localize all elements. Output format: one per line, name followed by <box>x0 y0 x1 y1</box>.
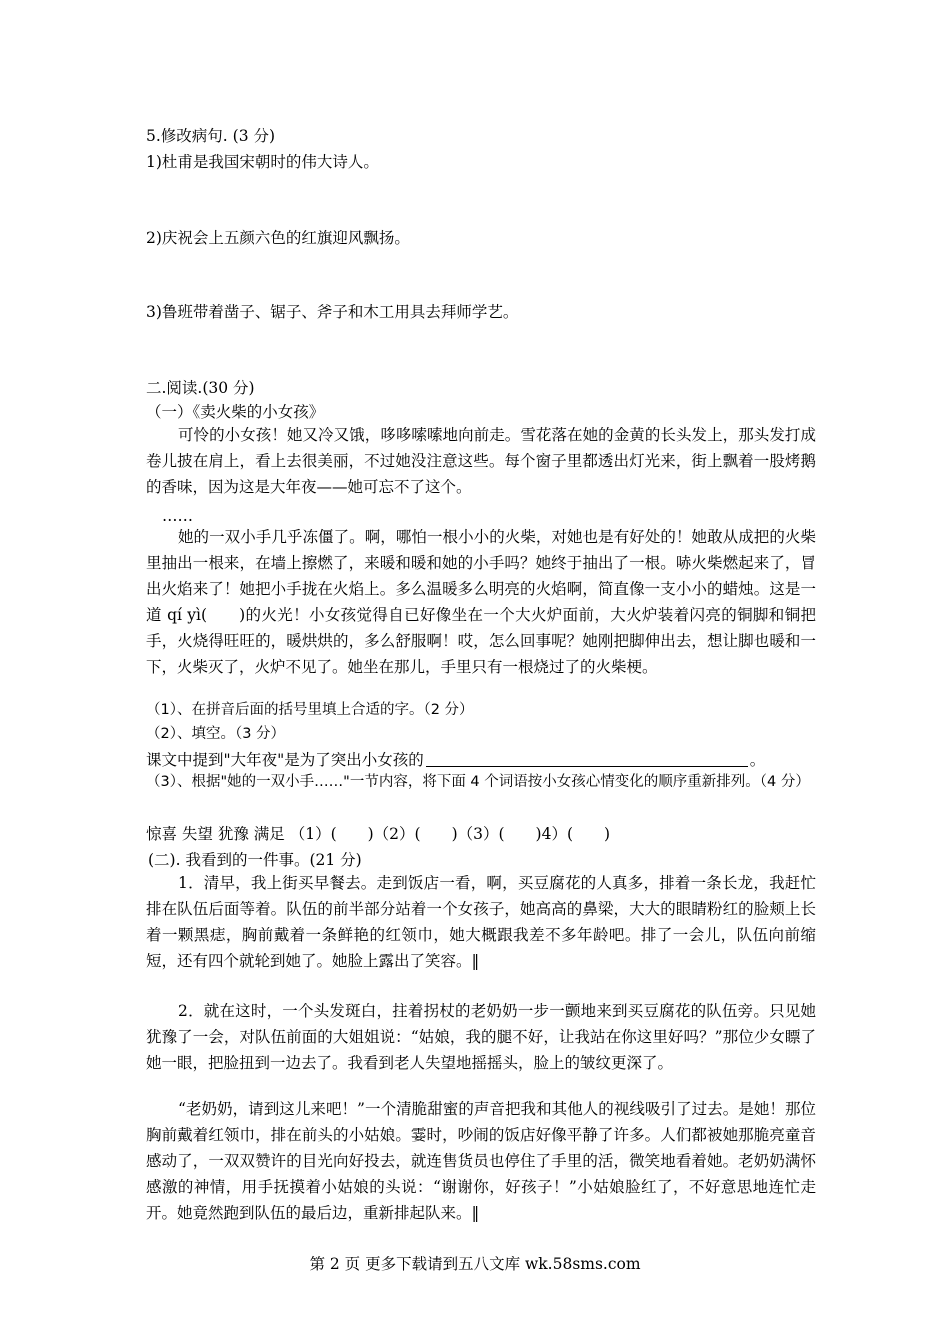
page-footer: 第 2 页 更多下载请到五八文库 wk.58sms.com <box>309 1255 641 1273</box>
part2-paragraph-3: “老奶奶，请到这儿来吧！”一个清脆甜蜜的声音把我和其他人的视线吸引了过去。是她！那位胸前戴着红领巾，排在前头的小姑娘。霎时，吵闹的饭店好像平静了许多。人们都被她那脆亮童音感动了，一双双赞许的目光向好投去，就连售货员也停住了手里的活，微笑地看着她。老奶奶满怀感激的神情，用手抚摸着小姑娘的头说：“谢谢你，好孩子！”小姑娘脸红了，不好意思地连忙走开。她竟然跑到队伍的最后边，重新排起队来。‖ <box>146 1100 816 1222</box>
sentence-3: 3)鲁班带着凿子、锯子、斧子和木工用具去拜师学艺。 <box>146 303 519 321</box>
part2-heading: (二). 我看到的一件事。(21 分) <box>148 851 362 869</box>
question-2-end: 。 <box>749 751 766 769</box>
sentence-1: 1)杜甫是我国宋朝时的伟大诗人。 <box>146 153 379 171</box>
question-2-text: 课文中提到"大年夜"是为了突出小女孩的 <box>146 751 424 769</box>
answer-blank[interactable] <box>426 750 748 767</box>
question-2: （2）、填空。（3 分） <box>146 726 286 742</box>
question-3-words: 惊喜 失望 犹豫 满足 （1）( )（2）( )（3）( )4）( ) <box>146 825 611 843</box>
part2-paragraph-1: 1．清早，我上街买早餐去。走到饭店一看，啊，买豆腐花的人真多，排着一条长龙，我赶忙排在队伍后面等着。队伍的前半部分站着一个女孩子，她高高的鼻梁，大大的眼睛粉红的脸颊上长着一颗黑痣，胸前戴着一条鲜艳的红领巾，她大概跟我差不多年龄吧。排了一会儿，队伍向前缩短，还有四个就轮到她了。她脸上露出了笑容。‖ <box>146 874 816 970</box>
section5-title: 5.修改病句. (3 分) <box>146 127 276 145</box>
ellipsis: …… <box>162 507 193 525</box>
question-1: （1）、在拼音后面的括号里填上合适的字。（2 分） <box>146 702 474 718</box>
part1-heading: （一）《卖火柴的小女孩》 <box>146 403 325 421</box>
sentence-2: 2)庆祝会上五颜六色的红旗迎风飘扬。 <box>146 229 410 247</box>
question-2-fill <box>146 750 816 770</box>
part1-paragraph-1: 可怜的小女孩！她又冷又饿，哆哆嗦嗦地向前走。雪花落在她的金黄的长头发上，那头发打成卷儿披在肩上，看上去很美丽，不过她没注意这些。每个窗子里都透出灯光来，街上飘着一股烤鹅的香味，因为这是大年夜——她可忘不了这个。 <box>146 426 816 496</box>
part2-paragraph-2: 2．就在这时，一个头发斑白，拄着拐杖的老奶奶一步一颤地来到买豆腐花的队伍旁。只见她犹豫了一会，对队伍前面的大姐姐说：“姑娘，我的腿不好，让我站在你这里好吗？”那位少女瞟了她一眼，把脸扭到一边去了。我看到老人失望地摇摇头，脸上的皱纹更深了。 <box>146 1002 816 1072</box>
question-3: （3）、根据"她的一双小手……"一节内容，将下面 4 个词语按小女孩心情变化的顺序重新排列。（4 分） <box>146 774 810 790</box>
part1-paragraph-2: 她的一双小手几乎冻僵了。啊，哪怕一根小小的火柴，对她也是有好处的！她敢从成把的火柴里抽出一根来，在墙上擦燃了，来暖和暖和她的小手吗？她终于抽出了一根。哧火柴燃起来了，冒出火焰来了！她把小手拢在火焰上。多么温暖多么明亮的火焰啊，简直像一支小小的蜡烛。这是一道 qí yì( )的火光！小女孩觉得自已好像坐在一个大火炉面前，大火炉装着闪亮的铜脚和铜把手，火烧得旺旺的，暖烘烘的，多么舒服啊！哎，怎么回事呢？她刚把脚伸出去，想让脚也暖和一下，火柴灭了，火炉不见了。她坐在那儿，手里只有一根烧过了的火柴梗。 <box>146 528 816 676</box>
reading-title: 二.阅读.(30 分) <box>146 379 255 397</box>
